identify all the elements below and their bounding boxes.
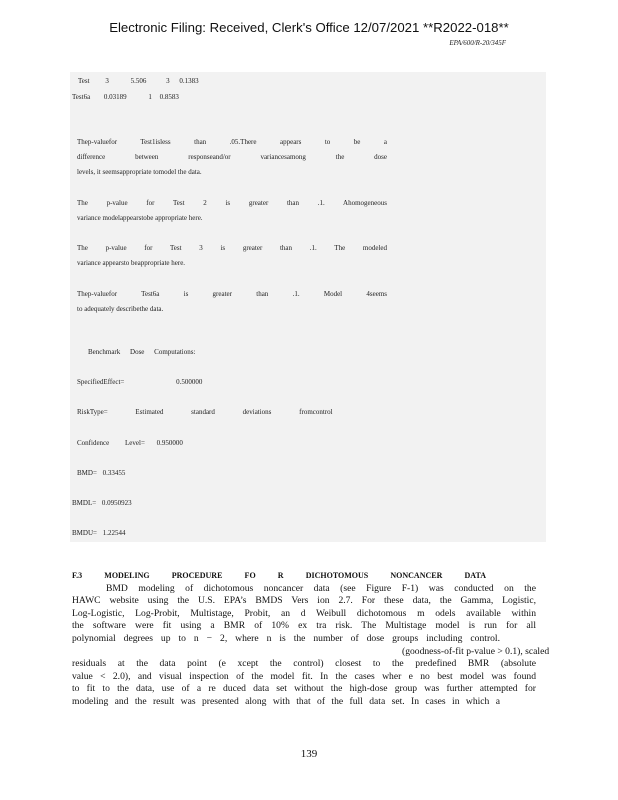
risk-type-row: RiskType= Estimated standard deviations fromcontrol bbox=[77, 408, 333, 416]
body-line: residuals at the data point (e xcept the control) closest to the predefined BMR (absolute bbox=[72, 658, 536, 670]
specified-effect-row bbox=[77, 378, 202, 386]
cell: 5.506 bbox=[130, 77, 147, 85]
paragraph-test3 bbox=[77, 241, 387, 271]
label: Confidence Level= bbox=[77, 439, 145, 447]
paragraph-test2 bbox=[77, 196, 387, 226]
body-line: BMD modeling of dichotomous noncancer data (see Figure F-1) was conducted on the bbox=[106, 582, 536, 594]
test6a-row bbox=[72, 93, 179, 101]
body-line: (goodness-of-fit p-value > 0.1), scaled bbox=[402, 645, 550, 657]
cell: 0.03189 bbox=[103, 93, 127, 101]
body-line: to fit to the data, use of a re duced data set without the high-dose group was further attempted for bbox=[72, 683, 536, 695]
filing-header: Electronic Filing: Received, Clerk's Office 12/07/2021 **R2022-018** bbox=[109, 20, 509, 35]
cell: 0.8583 bbox=[159, 93, 179, 101]
paragraph-test1 bbox=[77, 135, 387, 180]
cell: 0.1383 bbox=[179, 77, 199, 85]
body-line: Log-Logistic, Log-Probit, Multistage, Probit, an d Weibull dichotomous m odels available within bbox=[72, 607, 536, 619]
bmd-row: BMD= 0.33455 bbox=[77, 469, 126, 477]
text-line: The p-value for Test 3 is greater than .1. The modeled bbox=[77, 244, 387, 252]
text-line: Thep-valuefor Test1isless than .05.There appears to be a bbox=[77, 138, 387, 146]
paragraph-test6a bbox=[77, 287, 387, 317]
value: 0.500000 bbox=[176, 378, 203, 386]
bmdl-row: BMDL= 0.0950923 bbox=[72, 499, 132, 507]
body-line: HAWC website using the U.S. EPA’s BMDS Vers ion 2.7. For these data, the Gamma, Logistic, bbox=[72, 595, 536, 607]
body-line: modeling and the result was presented along with that of the full data set. In cases in which a bbox=[72, 695, 500, 707]
cell: Test bbox=[78, 77, 90, 85]
cell: 3 bbox=[166, 77, 170, 85]
text-line: difference between responseand/or variancesamong the dose bbox=[77, 153, 387, 161]
text-line: variance modelappearstobe appropriate here. bbox=[77, 214, 203, 222]
bmdu-row: BMDU= 1.22544 bbox=[72, 529, 126, 537]
text-line: The p-value for Test 2 is greater than .1. Ahomogeneous bbox=[77, 199, 387, 207]
benchmark-heading: Benchmark Dose Computations: bbox=[88, 348, 196, 356]
text-line: levels, it seemsappropriate tomodel the data. bbox=[77, 168, 202, 176]
value: 0.950000 bbox=[156, 439, 183, 447]
bmds-output-panel bbox=[70, 72, 546, 542]
body-line: value < 2.0), and visual inspection of the model fit. In the cases wher e no best model was found bbox=[72, 670, 536, 682]
section-heading: F.3 MODELING PROCEDURE FO R DICHOTOMOUS NONCANCER DATA bbox=[72, 571, 486, 580]
document-id: EPA/600/R-20/345F bbox=[449, 39, 506, 47]
body-line: polynomial degrees up to n − 2, where n is the number of dose groups including control. bbox=[72, 632, 500, 644]
label: SpecifiedEffect= bbox=[77, 378, 125, 386]
cell: Test6a bbox=[72, 93, 91, 101]
confidence-row bbox=[77, 439, 183, 447]
text-line: variance appearsto beappropriate here. bbox=[77, 259, 186, 267]
text-line: Thep-valuefor Test6a is greater than .1. Model 4seems bbox=[77, 290, 387, 298]
cell: 1 bbox=[148, 93, 152, 101]
body-line: the software were fit using a BMR of 10% ex tra risk. The Multistage model is run for all bbox=[72, 620, 536, 632]
text-line: to adequately describethe data. bbox=[77, 305, 164, 313]
page-number: 139 bbox=[300, 748, 318, 760]
cell: 3 bbox=[105, 77, 109, 85]
section-f3 bbox=[72, 570, 550, 709]
test3-row bbox=[78, 77, 199, 85]
